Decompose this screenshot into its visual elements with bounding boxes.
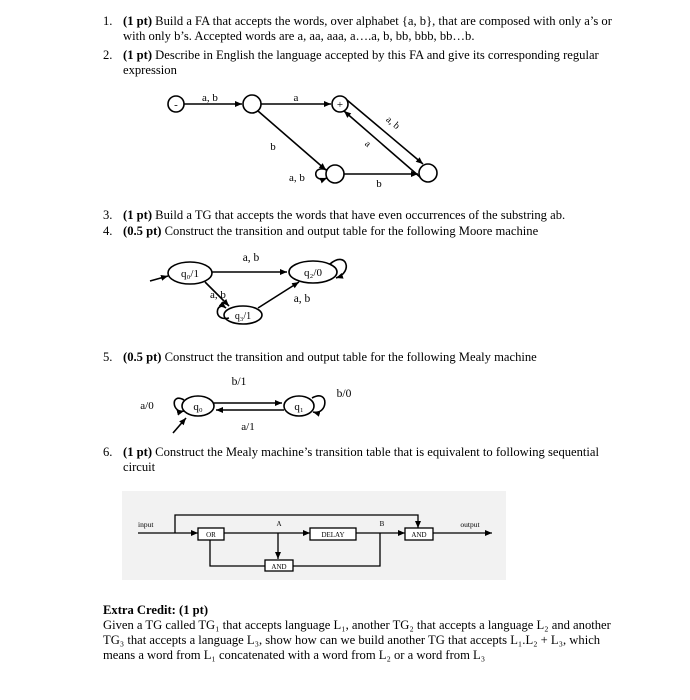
- fa-start-symbol: -: [174, 99, 178, 111]
- fa-label: b: [376, 178, 382, 190]
- moore-label: a, b: [293, 293, 311, 305]
- mealy-label: b/0: [336, 388, 352, 400]
- fa-state: [419, 164, 437, 182]
- circuit-output-label: output: [460, 520, 480, 529]
- fa-label: a: [362, 138, 373, 150]
- mealy-label: b/1: [231, 376, 247, 388]
- fa-label: a, b: [202, 92, 218, 104]
- points: (1 pt): [123, 445, 153, 459]
- fa-edge: [344, 111, 420, 177]
- question-text: Describe in English the language accepted by this FA and give its corresponding regular expression: [123, 48, 599, 77]
- points: (0.5 pt): [123, 350, 162, 364]
- fa-final-symbol: +: [336, 99, 344, 111]
- question-number: 5.: [103, 350, 113, 364]
- moore-label: a, b: [210, 289, 226, 301]
- moore-state-label: q₃/1: [234, 311, 252, 322]
- question-number: 1.: [103, 14, 113, 28]
- question-text: Construct the transition and output table for the following Mealy machine: [161, 350, 537, 364]
- mealy-label: a/0: [140, 400, 154, 412]
- fa-label: a: [293, 92, 299, 104]
- node-a-label: A: [276, 520, 282, 528]
- question-text: Build a TG that accepts the words that have even occurrences of the substring ab.: [152, 208, 566, 222]
- moore-label: a, b: [242, 252, 260, 264]
- extra-credit-title: Extra Credit: (1 pt): [103, 603, 209, 617]
- question-text: Build a FA that accepts the words, over alphabet {a, b}, that are composed with only a’s or with only b’s. Accepted words are a, aa, aaa, a….a, b, bb, bbb, bb…b.: [123, 14, 612, 43]
- question-number: 4.: [103, 224, 113, 238]
- question-text: Construct the Mealy machine’s transition table that is equivalent to following sequential circuit: [123, 445, 600, 474]
- fa-label: b: [270, 141, 276, 153]
- question-number: 6.: [103, 445, 113, 459]
- node-b-label: B: [379, 520, 385, 528]
- points: (1 pt): [123, 208, 153, 222]
- points: (1 pt): [123, 14, 153, 28]
- and-gate-label: AND: [411, 531, 427, 539]
- question-number: 3.: [103, 208, 113, 222]
- moore-state-label: q₀/1: [181, 268, 199, 280]
- fa-label: a, b: [289, 172, 305, 184]
- fa-edge: [258, 111, 326, 170]
- fa-diagram: [168, 95, 437, 183]
- fa-label: a, b: [383, 114, 402, 132]
- question-text: Construct the transition and output table for the following Moore machine: [161, 224, 539, 238]
- circuit-input-label: input: [138, 520, 154, 529]
- extra-credit-text: Given a TG called TG₁ that accepts language L₁, another TG₂ that accepts a language L₂ and another TG₃ that accepts a language L₃, show how can we build another TG that accepts L₁.L₂ + L₃, which means a word from L₁ concatenated with a word from L₂ or a word from L₃: [103, 618, 611, 662]
- question-number: 2.: [103, 48, 113, 62]
- delay-label: DELAY: [321, 531, 345, 539]
- points: (0.5 pt): [123, 224, 162, 238]
- moore-state-label: q₂/0: [304, 267, 322, 279]
- and-gate-label: AND: [271, 563, 287, 571]
- mealy-label: a/1: [241, 421, 255, 433]
- fa-state: [326, 165, 344, 183]
- or-gate-label: OR: [206, 531, 216, 539]
- mealy-state-label: q₁: [294, 401, 304, 413]
- fa-edge: [347, 100, 423, 164]
- points: (1 pt): [123, 48, 153, 62]
- mealy-state-label: q₀: [193, 401, 203, 413]
- fa-state: [243, 95, 261, 113]
